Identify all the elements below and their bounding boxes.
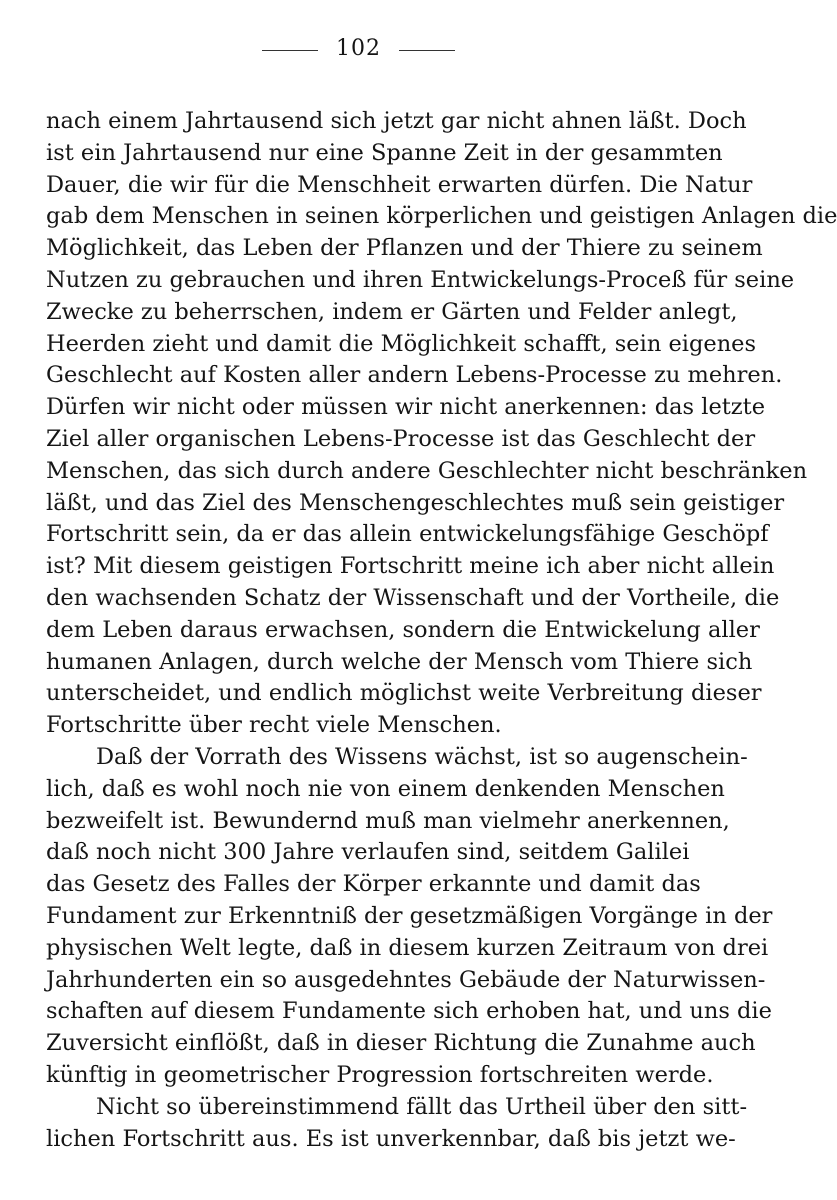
paragraph-2 (46, 742, 773, 1092)
paragraph-1 (46, 106, 837, 742)
text-line: Fortschritte über recht viele Menschen. (46, 712, 502, 739)
text-line: dem Leben daraus erwachsen, sondern die Entwickelung aller (46, 616, 760, 643)
text-line: Jahrhunderten ein so ausgedehntes Gebäude der Naturwissen- (46, 966, 766, 993)
page-number: 102 (336, 35, 381, 61)
text-line: Fortschritt sein, da er das allein entwickelungsfähige Geschöpf (46, 521, 769, 548)
text-line: Zwecke zu beherrschen, indem er Gärten und Felder anlegt, (46, 298, 738, 325)
text-line: Daß der Vorrath des Wissens wächst, ist so augenschein- (96, 743, 748, 770)
text-line: das Gesetz des Falles der Körper erkannte und damit das (46, 871, 701, 898)
text-line: lich, daß es wohl noch nie von einem denkenden Menschen (46, 775, 725, 802)
text-line: Ziel aller organischen Lebens-Processe ist das Geschlecht der (46, 425, 756, 452)
text-line: Fundament zur Erkenntniß der gesetzmäßigen Vorgänge in der (46, 902, 773, 929)
text-line: Heerden zieht und damit die Möglichkeit schafft, sein eigenes (46, 330, 757, 357)
text-line: physischen Welt legte, daß in diesem kurzen Zeitraum von drei (46, 934, 769, 961)
text-line: ist ein Jahrtausend nur eine Spanne Zeit in der gesammten (46, 139, 723, 166)
text-line: Nicht so übereinstimmend fällt das Urtheil über den sitt- (96, 1093, 748, 1120)
text-line: künftig in geometrischer Progression fortschreiten werde. (46, 1061, 714, 1088)
text-line: humanen Anlagen, durch welche der Mensch vom Thiere sich (46, 648, 753, 675)
text-line: den wachsenden Schatz der Wissenschaft und der Vortheile, die (46, 584, 780, 611)
text-line: Geschlecht auf Kosten aller andern Lebens-Processe zu mehren. (46, 362, 783, 389)
text-line: läßt, und das Ziel des Menschengeschlechtes muß sein geistiger (46, 489, 785, 516)
body-text (46, 106, 837, 1155)
text-line: Nutzen zu gebrauchen und ihren Entwickelungs-Proceß für seine (46, 266, 795, 293)
text-line: unterscheidet, und endlich möglichst weite Verbreitung dieser (46, 680, 762, 707)
text-line: Möglichkeit, das Leben der Pflanzen und der Thiere zu seinem (46, 235, 763, 262)
text-line: Menschen, das sich durch andere Geschlechter nicht beschränken (46, 457, 808, 484)
text-line: bezweifelt ist. Bewundernd muß man vielmehr anerkennen, (46, 807, 730, 834)
text-line: Dauer, die wir für die Menschheit erwarten dürfen. Die Natur (46, 171, 753, 198)
text-line: schaften auf diesem Fundamente sich erhoben hat, und uns die (46, 998, 772, 1025)
text-line: ist? Mit diesem geistigen Fortschritt meine ich aber nicht allein (46, 553, 775, 580)
text-line: daß noch nicht 300 Jahre verlaufen sind, seitdem Galilei (46, 839, 690, 866)
text-line: lichen Fortschritt aus. Es ist unverkennbar, daß bis jetzt we- (46, 1125, 736, 1152)
text-line: nach einem Jahrtausend sich jetzt gar nicht ahnen läßt. Doch (46, 108, 747, 134)
text-line: gab dem Menschen in seinen körperlichen und geistigen Anlagen die (46, 203, 837, 230)
page-header (46, 28, 671, 68)
text-line: Zuversicht einflößt, daß in dieser Richtung die Zunahme auch (46, 1030, 756, 1057)
text-line: Dürfen wir nicht oder müssen wir nicht anerkennen: das letzte (46, 394, 766, 421)
header-rule-right (399, 50, 455, 51)
paragraph-3 (46, 1092, 748, 1156)
header-rule-left (262, 50, 318, 51)
